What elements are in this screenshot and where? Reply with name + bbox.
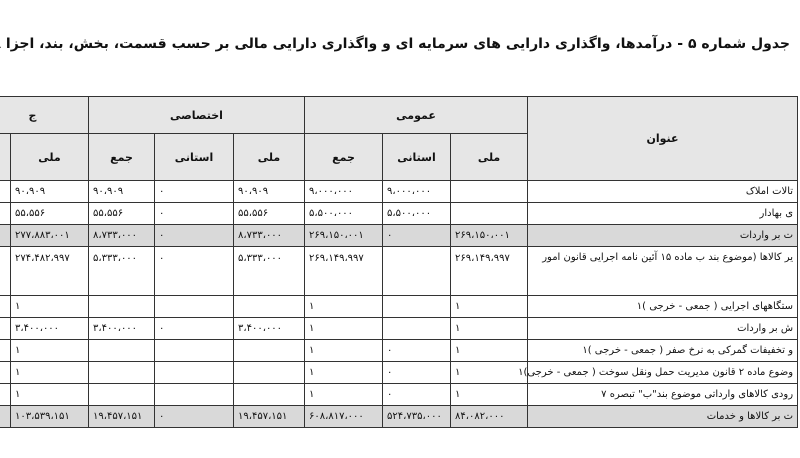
cell: ۰: [155, 247, 234, 296]
cell: ۰: [383, 384, 451, 406]
cell: ۱: [305, 296, 383, 318]
cell: ۶۰۸،۸۱۷،۰۰۰: [305, 406, 383, 428]
cell: ۱: [11, 296, 89, 318]
row-label: ت بر واردات: [528, 225, 798, 247]
header-group-third: ج: [0, 97, 89, 134]
cell: ۱۰۳،۵۳۹،۱۵۱: [11, 406, 89, 428]
cell: [0, 247, 11, 296]
cell: [234, 296, 305, 318]
cell: ۱: [305, 340, 383, 362]
cell: [0, 203, 11, 225]
cell: ۱: [11, 362, 89, 384]
cell: ۰: [383, 362, 451, 384]
table-row-summary: [0, 225, 798, 247]
cell: ۱: [451, 340, 528, 362]
cell: ۱: [451, 318, 528, 340]
cell: ۵،۳۳۳،۰۰۰: [234, 247, 305, 296]
cell: [0, 340, 11, 362]
cell: ۵،۵۰۰،۰۰۰: [383, 203, 451, 225]
cell: ۸،۷۳۳،۰۰۰: [89, 225, 155, 247]
table-row-summary: [0, 406, 798, 428]
cell: [0, 362, 11, 384]
table-row: [0, 203, 798, 225]
row-label: ی بهادار: [528, 203, 798, 225]
cell: ۰: [383, 225, 451, 247]
cell: [155, 384, 234, 406]
cell: ۱: [305, 362, 383, 384]
cell: ۱: [305, 384, 383, 406]
cell: ۱۹،۴۵۷،۱۵۱: [234, 406, 305, 428]
cell: ۳،۴۰۰،۰۰۰: [234, 318, 305, 340]
cell: ۱: [451, 296, 528, 318]
cell: [0, 225, 11, 247]
cell: ۵۵،۵۵۶: [11, 203, 89, 225]
cell: ۰: [155, 406, 234, 428]
cell: [0, 406, 11, 428]
header-public-provincial: استانی: [383, 134, 451, 181]
cell: [0, 181, 11, 203]
row-label: تالات املاک: [528, 181, 798, 203]
cell: ۸۴،۰۸۲،۰۰۰: [451, 406, 528, 428]
cell: [451, 181, 528, 203]
row-label: یر کالاها (موضوع بند ب ماده ۱۵ آئین نامه اجرایی قانون امور: [528, 247, 798, 296]
cell: ۱: [451, 362, 528, 384]
cell: [234, 384, 305, 406]
row-label: وضوع ماده ۲ قانون مدیریت حمل ونقل سوخت ( جمعی - خرجی)۱: [528, 362, 798, 384]
cell: ۲۶۹،۱۵۰،۰۰۱: [451, 225, 528, 247]
row-label: و تخفیفات گمرکی به نرخ صفر ( جمعی - خرجی )۱: [528, 340, 798, 362]
header-third-partial: [0, 134, 11, 181]
cell: ۰: [155, 225, 234, 247]
cell: [155, 340, 234, 362]
cell: [451, 203, 528, 225]
cell: ۳،۴۰۰،۰۰۰: [89, 318, 155, 340]
cell: ۹۰،۹۰۹: [234, 181, 305, 203]
header-private-provincial: استانی: [155, 134, 234, 181]
cell: ۱۹،۴۵۷،۱۵۱: [89, 406, 155, 428]
cell: [234, 362, 305, 384]
header-private-national: ملی: [234, 134, 305, 181]
header-private-total: جمع: [89, 134, 155, 181]
table-row: [0, 181, 798, 203]
page-title: جدول شماره ۵ - درآمدها، واگذاری دارایی های سرمایه ای و واگذاری دارایی مالی بر حسب قسمت، بخش، بند، اجزا: [5, 36, 790, 52]
row-label: ش بر واردات: [528, 318, 798, 340]
table-row: [0, 247, 798, 296]
cell: ۹۰،۹۰۹: [11, 181, 89, 203]
cell: ۵،۵۰۰،۰۰۰: [305, 203, 383, 225]
cell: ۲۷۷،۸۸۳،۰۰۱: [11, 225, 89, 247]
header-subject: عنوان: [528, 97, 798, 181]
cell: [89, 384, 155, 406]
cell: [89, 296, 155, 318]
cell: [155, 362, 234, 384]
cell: ۹،۰۰۰،۰۰۰: [383, 181, 451, 203]
table-row: [0, 318, 798, 340]
row-label: رودی کالاهای وارداتی موضوع بند"ب" تبصره ۷: [528, 384, 798, 406]
cell: ۳،۴۰۰،۰۰۰: [11, 318, 89, 340]
table-row: [0, 384, 798, 406]
cell: [383, 318, 451, 340]
cell: ۰: [383, 340, 451, 362]
cell: ۲۶۹،۱۴۹،۹۹۷: [305, 247, 383, 296]
cell: ۱: [11, 340, 89, 362]
cell: [383, 247, 451, 296]
cell: ۵۵،۵۵۶: [234, 203, 305, 225]
cell: ۲۶۹،۱۵۰،۰۰۱: [305, 225, 383, 247]
cell: ۲۷۴،۴۸۲،۹۹۷: [11, 247, 89, 296]
header-public-national: ملی: [451, 134, 528, 181]
cell: ۱: [305, 318, 383, 340]
cell: ۹۰،۹۰۹: [89, 181, 155, 203]
cell: [89, 362, 155, 384]
cell: ۱: [451, 384, 528, 406]
cell: [383, 296, 451, 318]
cell: ۵۲۴،۷۳۵،۰۰۰: [383, 406, 451, 428]
revenue-table: [0, 96, 798, 428]
cell: ۰: [155, 203, 234, 225]
cell: [0, 384, 11, 406]
cell: [0, 318, 11, 340]
cell: ۵۵،۵۵۶: [89, 203, 155, 225]
table-row: [0, 296, 798, 318]
cell: ۸،۷۳۳،۰۰۰: [234, 225, 305, 247]
cell: [0, 296, 11, 318]
header-third-national: ملی: [11, 134, 89, 181]
cell: ۰: [155, 181, 234, 203]
revenue-table-container: [0, 96, 797, 458]
header-public-total: جمع: [305, 134, 383, 181]
header-group-public: عمومی: [305, 97, 528, 134]
cell: [89, 340, 155, 362]
row-label: ستگاههای اجرایی ( جمعی - خرجی )۱: [528, 296, 798, 318]
table-row: [0, 340, 798, 362]
cell: ۲۶۹،۱۴۹،۹۹۷: [451, 247, 528, 296]
cell: ۵،۳۳۳،۰۰۰: [89, 247, 155, 296]
table-row: [0, 362, 798, 384]
cell: [234, 340, 305, 362]
header-group-private: اختصاصی: [89, 97, 305, 134]
cell: ۱: [11, 384, 89, 406]
cell: [155, 296, 234, 318]
row-label: ت بر کالاها و خدمات: [528, 406, 798, 428]
cell: ۰: [155, 318, 234, 340]
cell: ۹،۰۰۰،۰۰۰: [305, 181, 383, 203]
